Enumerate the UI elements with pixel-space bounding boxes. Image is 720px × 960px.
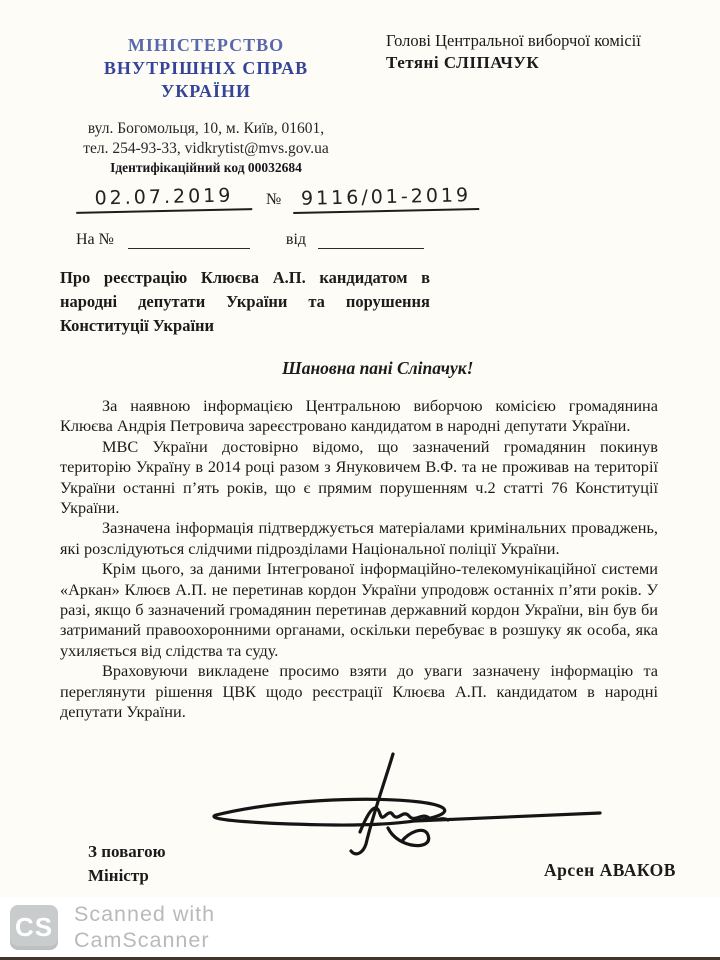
subject-heading: Про реєстрацію Клюєва А.П. кандидатом в народні депутати України та порушення Конституції України [60, 268, 430, 335]
reply-na-label: На № [76, 231, 114, 248]
sender-letterhead [58, 34, 354, 176]
recipient-block [386, 30, 641, 74]
camscanner-logo-icon: CS [10, 905, 58, 950]
camscanner-text-line2: CamScanner [74, 928, 210, 952]
reference-row [76, 186, 479, 212]
signoff-respect: З повагою [88, 842, 166, 861]
signoff-title: Міністр [88, 866, 149, 885]
sender-id-code: Ідентифікаційний код 00032684 [110, 160, 302, 175]
number-sign: № [266, 191, 282, 208]
reply-number-blank [128, 231, 250, 249]
sender-address-line2: тел. 254-93-33, vidkrytist@mvs.gov.ua [83, 140, 329, 157]
paragraph-2: МВС України достовірно відомо, що зазначений громадянин покинув територію Україну в 2014 році разом з Януковичем В.Ф. та не проживав на території України останні п’ять років, що є прямим порушенням ч.2 статті 76 Конституції України. [60, 436, 658, 518]
sender-address [58, 119, 354, 159]
camscanner-watermark-text [74, 901, 215, 953]
reply-vid-label: від [285, 231, 307, 248]
paragraph-5: Враховуючи викладене просимо взяти до уваги зазначену інформацію та переглянути рішення ЦВК щодо реєстрації Клюєва А.П. кандидатом в народні депутати України. [60, 661, 658, 722]
sender-address-line1: вул. Богомольця, 10, м. Київ, 01601, [87, 120, 325, 137]
camscanner-watermark-bar [0, 897, 720, 957]
paragraph-4: Крім цього, за даними Інтегрованої інформаційно-телекомунікаційної системи «Аркан» Клюєв А.П. не перетинав кордон України упродовж останніх п’яти років. У разі, якщо б зазначений громадянин перетинав державний кордон України, він був би затриманий правоохоронними органами, оскільки перебуває в розшуку як особа, яка ухиляється від слідства та суду. [60, 559, 658, 660]
signature-scribble [182, 752, 607, 860]
camscanner-text-line1: Scanned with [74, 902, 216, 926]
ministry-name-line3: УКРАЇНИ [161, 81, 251, 101]
salutation: Шановна пані Сліпачук! [282, 358, 474, 378]
signer-name: Арсен АВАКОВ [544, 860, 676, 880]
paragraph-1: За наявною інформацією Центральною виборчою комісією громадянина Клюєва Андрія Петровича зареєстровано кандидатом в народні депутати України. [60, 396, 658, 436]
handwritten-number: 9116/01-2019 [293, 184, 480, 214]
handwritten-date: 02.07.2019 [76, 184, 253, 214]
paragraph-3: Зазначена інформація підтверджується матеріалами кримінальних проваджень, які розслідуються слідчими підрозділами Національної поліції України. [60, 518, 658, 558]
signoff-block [88, 840, 166, 888]
letter-body [60, 396, 658, 723]
ministry-name-line1: МІНІСТЕРСТВО [127, 35, 285, 55]
recipient-title: Голові Центральної виборчої комісії [386, 31, 641, 50]
recipient-name: Тетяні СЛІПАЧУК [386, 53, 540, 72]
reply-date-blank [318, 231, 424, 249]
reply-reference-row [76, 231, 424, 249]
ministry-name-line2: ВНУТРІШНІХ СПРАВ [103, 58, 309, 78]
